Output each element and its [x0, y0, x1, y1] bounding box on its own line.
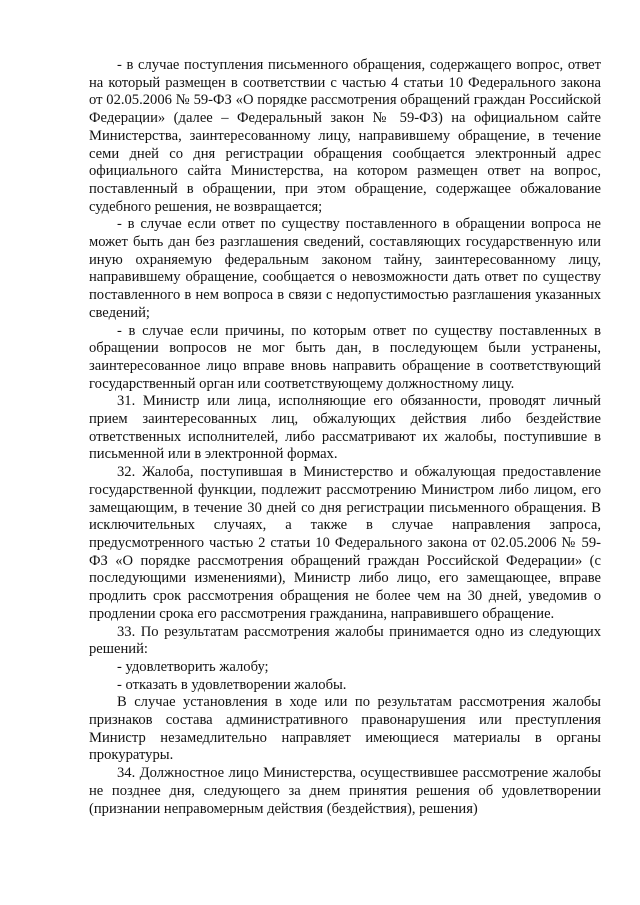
paragraph-prosecution-referral: В случае установления в ходе или по результатам рассмотрения жалобы признаков состава административного правонарушения или преступления Министр незамедлительно направляет имеющиеся материалы в органы прокуратуры.: [89, 694, 601, 764]
paragraph-clause-33: 33. По результатам рассмотрения жалобы принимается одно из следующих решений:: [89, 623, 601, 658]
paragraph-clause-34: 34. Должностное лицо Министерства, осуществившее рассмотрение жалобы не позднее дня, следующего за днем принятия решения об удовлетворении (признании неправомерным действия (бездействия), решения): [89, 765, 601, 817]
document-body: [89, 57, 601, 818]
paragraph-reasons-eliminated: - в случае если причины, по которым ответ по существу поставленных в обращении вопросов не мог быть дан, в последующем были устранены, заинтересованное лицо вправе вновь направить обращение в соответствующий государственный орган или соответствующему должностному лицу.: [89, 322, 601, 392]
paragraph-clause-31: 31. Министр или лица, исполняющие его обязанности, проводят личный прием заинтересованных лиц, обжалующих действия либо бездействие ответственных исполнителей, либо рассматривают их жалобы, поступившие в письменной или в электронной формах.: [89, 393, 601, 463]
paragraph-clause-32: 32. Жалоба, поступившая в Министерство и обжалующая предоставление государственной функции, подлежит рассмотрению Министром либо лицом, его замещающим, в течение 30 дней со дня регистрации письменного обращения. В исключительных случаях, а также в случае направления запроса, предусмотренного частью 2 статьи 10 Федерального закона от 02.05.2006 № 59-ФЗ «О порядке рассмотрения обращений граждан Российской Федерации» (с последующими изменениями), Министр либо лицо, его замещающее, вправе продлить срок рассмотрения обращения не более чем на 30 дней, уведомив о продлении срока его рассмотрения гражданина, направившего обращение.: [89, 464, 601, 622]
paragraph-state-secret: - в случае если ответ по существу поставленного в обращении вопроса не может быть дан без разглашения сведений, составляющих государственную или иную охраняемую федеральным законом тайну, заинтересованному лицу, направившему обращение, сообщается о невозможности дать ответ по существу поставленного в нем вопроса в связи с недопустимостью разглашения указанных сведений;: [89, 216, 601, 321]
paragraph-satisfy-complaint: - удовлетворить жалобу;: [117, 658, 269, 675]
paragraph-refuse-complaint: - отказать в удовлетворении жалобы.: [117, 676, 347, 693]
paragraph-written-appeal-answer-published: - в случае поступления письменного обращения, содержащего вопрос, ответ на который размещен в соответствии с частью 4 статьи 10 Федерального закона от 02.05.2006 № 59-ФЗ «О порядке рассмотрения обращений граждан Российской Федерации» (далее – Федеральный закон № 59-ФЗ) на официальном сайте Министерства, заинтересованному лицу, направившему обращение, в течение семи дней со дня регистрации обращения сообщается электронный адрес официального сайта Министерства, на котором размещен ответ на вопрос, поставленный в обращении, при этом обращение, содержащее обжалование судебного решения, не возвращается;: [89, 57, 601, 215]
